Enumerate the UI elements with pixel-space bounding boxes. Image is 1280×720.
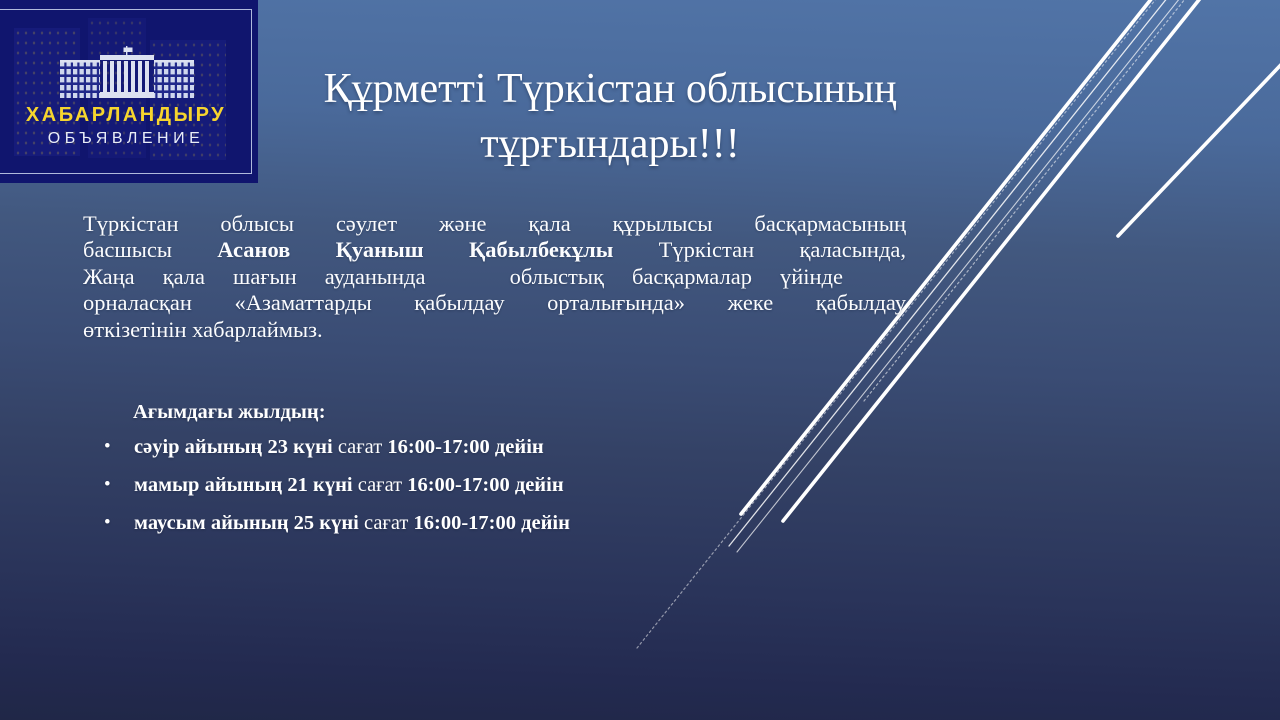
schedule-list: [104, 434, 570, 548]
body-text-segment: басшысы: [83, 237, 172, 263]
slide-title-line1: Құрметті Түркістан облысының: [323, 66, 897, 112]
schedule-item-text: [134, 472, 564, 498]
bullet-word-regular: сағат: [337, 436, 383, 458]
bullet-date-bold: мамыр айының 21 күні: [134, 474, 353, 496]
body-text-segment: Түркістан қаласында,: [658, 237, 906, 263]
body-line-3: Жаңа қала шағын ауданында облыстық басқармалар үйінде: [83, 263, 843, 289]
bullet-time-bold: 16:00-17:00 дейін: [387, 436, 544, 458]
schedule-item-text: [134, 510, 570, 536]
government-building-icon: [60, 45, 194, 103]
body-line-1: Түркістан облысы сәулет және қала құрылысы басқармасының: [83, 211, 906, 236]
body-paragraph: [83, 211, 906, 343]
bullet-word-regular: сағат: [357, 474, 403, 496]
slide-title-line2: тұрғындары!!!: [480, 121, 740, 167]
bullet-marker: •: [104, 512, 111, 533]
bullet-time-bold: 16:00-17:00 дейін: [407, 474, 564, 496]
body-line-2: [83, 237, 906, 263]
body-line-4: орналасқан «Азаматтарды қабылдау орталығында» жеке қабылдау: [83, 290, 906, 316]
schedule-heading: Ағымдағы жылдың:: [133, 401, 326, 423]
bullet-date-bold: маусым айының 25 күні: [134, 512, 359, 534]
body-line-5: өткізетінін хабарлаймыз.: [83, 316, 323, 342]
logo-title-kazakh: ХАБАРЛАНДЫРУ: [25, 104, 227, 126]
schedule-item-text: [134, 434, 544, 460]
bullet-marker: •: [104, 436, 111, 457]
bullet-time-bold: 16:00-17:00 дейін: [413, 512, 570, 534]
logo-title-russian: ОБЪЯВЛЕНИЕ: [47, 130, 205, 147]
body-name-bold: Асанов Қуаныш Қабылбекұлы: [217, 237, 614, 263]
bullet-marker: •: [104, 474, 111, 495]
announcement-logo-panel: [0, 0, 258, 183]
schedule-item: [104, 510, 570, 536]
schedule-item: [104, 434, 570, 460]
bullet-date-bold: сәуір айының 23 күні: [134, 436, 333, 458]
slide-title: [270, 62, 950, 172]
bullet-word-regular: сағат: [363, 512, 409, 534]
schedule-item: [104, 472, 570, 498]
